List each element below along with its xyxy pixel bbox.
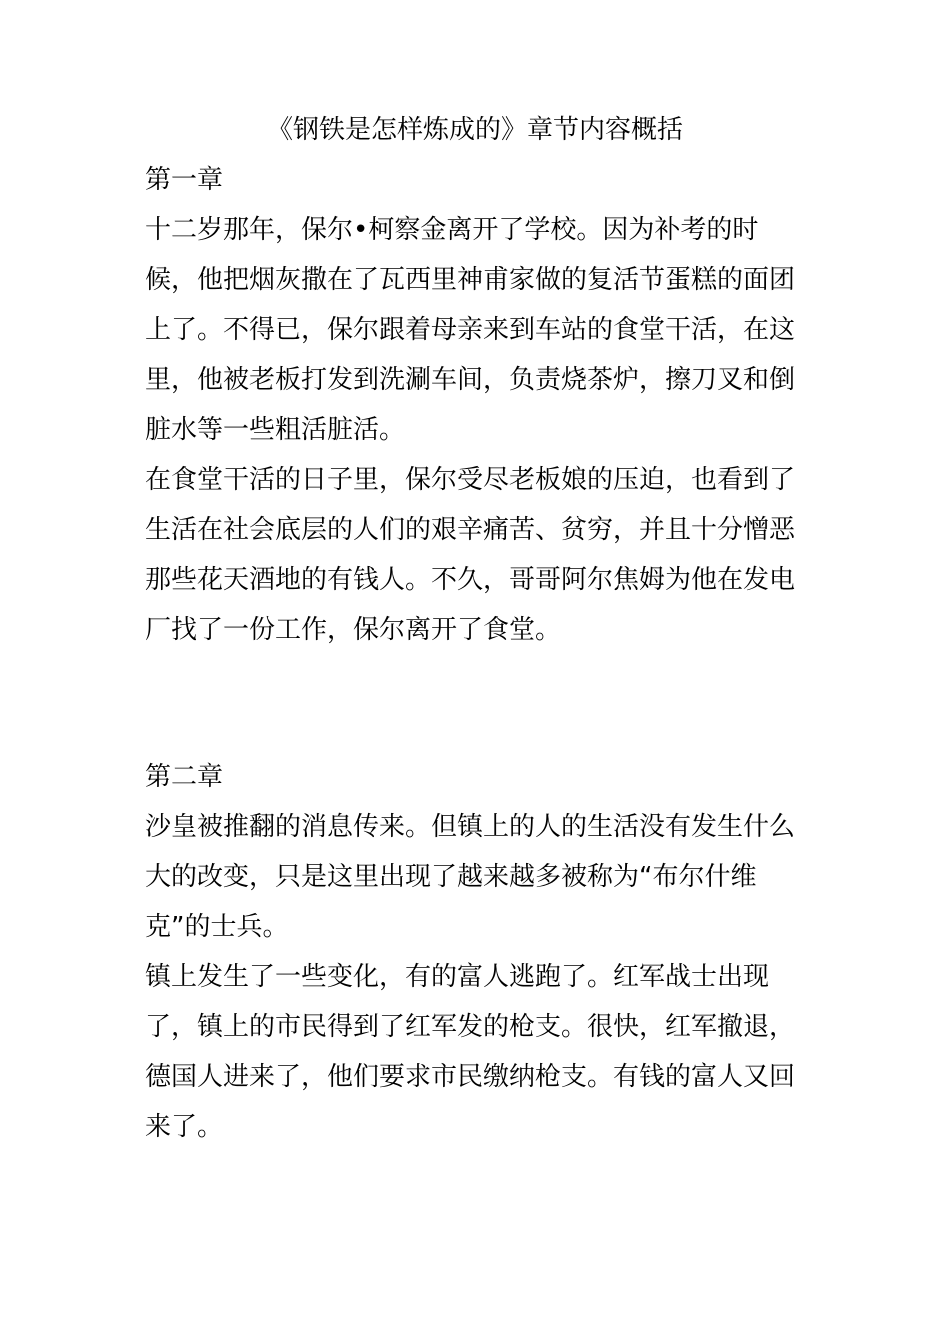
chapter-heading: 第二章 — [145, 762, 224, 792]
chapter-2-section — [145, 752, 810, 1152]
chapter-paragraph: 沙皇被推翻的消息传来。但镇上的人的生活没有发生什么大的改变，只是这里出现了越来越多被称为“布尔什维克”的士兵。 — [145, 812, 796, 942]
chapter-1-section — [145, 155, 810, 655]
document-title: 《钢铁是怎样炼成的》章节内容概括 — [266, 115, 683, 145]
chapter-paragraph: 十二岁那年，保尔•柯察金离开了学校。因为补考的时候，他把烟灰撒在了瓦西里神甫家做的复活节蛋糕的面团上了。不得已，保尔跟着母亲来到车站的食堂干活，在这里，他被老板打发到洗涮车间，负责烧茶炉，擦刀叉和倒脏水等一些粗活脏活。 — [145, 215, 796, 445]
chapter-paragraph: 在食堂干活的日子里，保尔受尽老板娘的压迫，也看到了生活在社会底层的人们的艰辛痛苦、贫穷，并且十分憎恶那些花天酒地的有钱人。不久，哥哥阿尔焦姆为他在发电厂找了一份工作，保尔离开了食堂。 — [145, 465, 796, 645]
chapter-paragraph: 镇上发生了一些变化，有的富人逃跑了。红军战士出现了，镇上的市民得到了红军发的枪支。很快，红军撤退，德国人进来了，他们要求市民缴纳枪支。有钱的富人又回来了。 — [145, 962, 796, 1142]
chapter-heading: 第一章 — [145, 165, 224, 195]
